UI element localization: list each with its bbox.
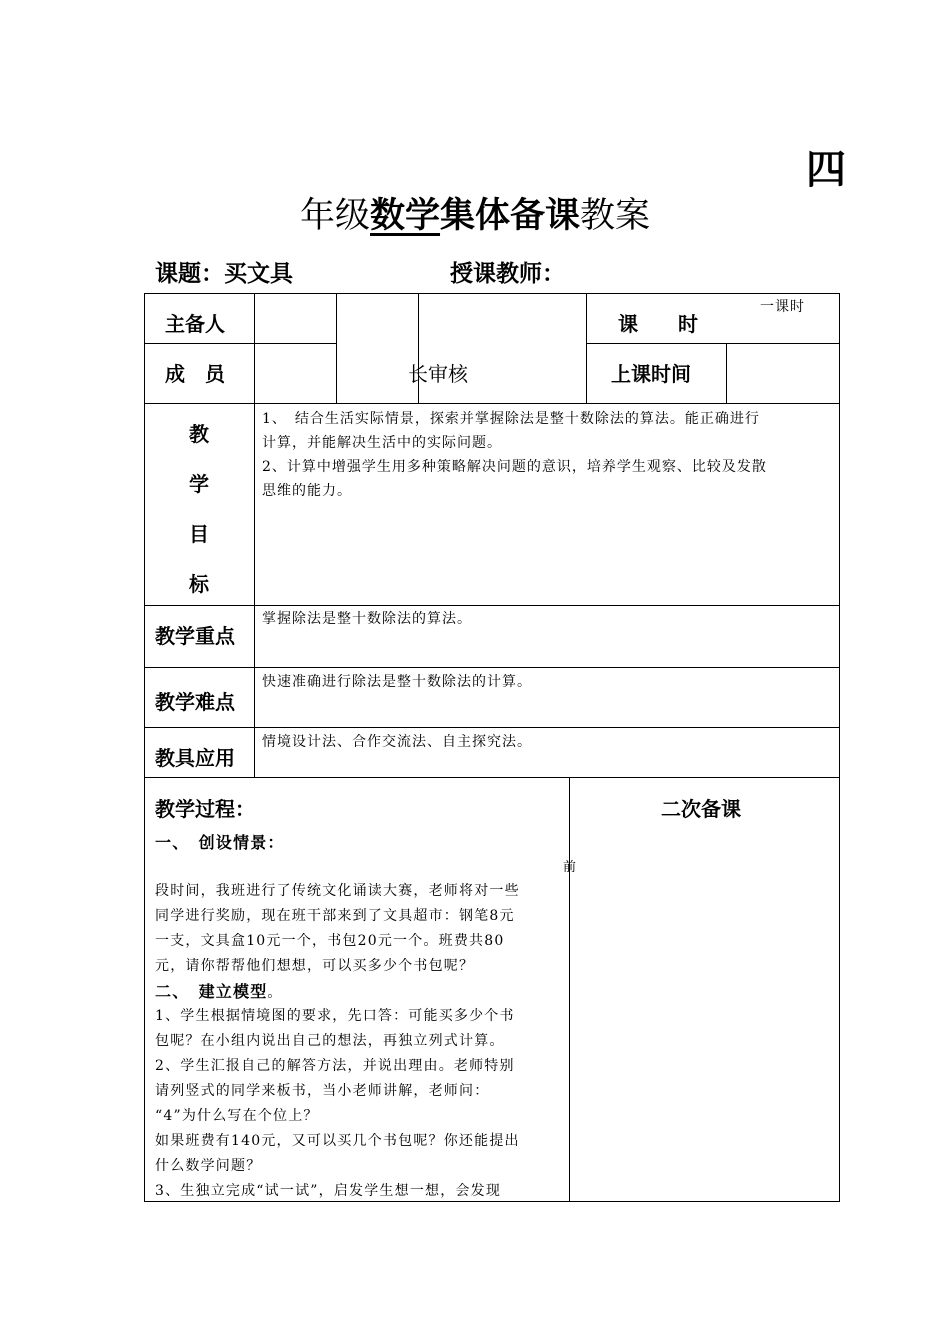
paragraph-line: “4”为什么写在个位上？: [155, 1108, 319, 1124]
tools-label: 教具应用: [155, 746, 235, 770]
section1-heading: 一、 创设情景：: [155, 833, 285, 852]
tools-text: 情境设计法、合作交流法、自主探究法。: [262, 734, 532, 750]
section2-heading-text: 二、 建立模型: [155, 982, 268, 1001]
second-prep-label: 二次备课: [661, 797, 741, 821]
title-rest: 集体备课: [440, 196, 581, 236]
key-point-text: 掌握除法是整十数除法的算法。: [262, 611, 472, 627]
divider: [726, 343, 727, 403]
goals-label-char: 教: [189, 422, 209, 446]
divider: [144, 777, 840, 778]
difficulty-label: 教学难点: [155, 690, 235, 714]
divider: [586, 343, 840, 344]
goals-line: 2、计算中增强学生用多种策略解决问题的意识，培养学生观察、比较及发散: [262, 459, 767, 475]
section2-heading: [155, 979, 283, 1006]
divider: [586, 293, 587, 403]
paragraph-line: 包呢？在小组内说出自己的想法，再独立列式计算。: [155, 1033, 505, 1049]
lesson-topic: 课题：买文具: [155, 261, 293, 287]
goals-label-char: 标: [189, 572, 209, 596]
page-title: [300, 188, 650, 238]
paragraph-line: 段时间，我班进行了传统文化诵读大赛，老师将对一些: [155, 883, 520, 899]
divider: [254, 343, 336, 344]
divider: [569, 777, 570, 1202]
section1-paragraph: [155, 879, 565, 979]
divider: [144, 605, 840, 606]
lead-preparer-label: 主备人: [165, 312, 225, 336]
divider: [144, 403, 840, 404]
paragraph-line: 什么数学问题？: [155, 1158, 262, 1174]
difficulty-text: 快速准确进行除法是整十数除法的计算。: [262, 674, 532, 690]
goals-label: [184, 418, 214, 618]
period-label: 课 时: [618, 312, 698, 336]
class-time-label: 上课时间: [611, 362, 691, 386]
members-label: 成 员: [165, 362, 225, 386]
paragraph-line: 如果班费有140元，又可以买几个书包呢？你还能提出: [155, 1133, 520, 1149]
goals-line: 计算，并能解决生活中的实际问题。: [262, 435, 502, 451]
divider: [254, 403, 255, 777]
paragraph-line: 1、学生根据情境图的要求，先口答：可能买多少个书: [155, 1008, 515, 1024]
grade-digit: 四: [806, 147, 846, 193]
goals-label-char: 学: [189, 472, 209, 496]
period-value: 一课时: [760, 299, 805, 315]
paragraph-line: 3、生独立完成“试一试”，启发学生想一想，会发现: [155, 1183, 502, 1199]
divider: [254, 293, 255, 403]
title-prefix: 年级: [300, 196, 371, 236]
title-subject: 数学: [370, 196, 441, 236]
divider: [144, 343, 254, 344]
goals-label-char: 目: [189, 522, 209, 546]
key-point-label: 教学重点: [155, 624, 235, 648]
paragraph-line: 一支，文具盒10元一个，书包20元一个。班费共80: [155, 933, 505, 949]
process-label: 教学过程：: [155, 797, 255, 821]
divider: [144, 727, 840, 728]
section2-heading-tail: 。: [267, 985, 283, 1001]
section2-paragraph: [155, 1004, 565, 1204]
paragraph-line: 同学进行奖励，现在班干部来到了文具超市：钢笔8元: [155, 908, 515, 924]
paragraph-line: 请列竖式的同学来板书，当小老师讲解，老师问：: [155, 1083, 490, 1099]
title-suffix: 教案: [580, 196, 651, 236]
divider: [336, 293, 337, 403]
review-label: 长审核: [408, 362, 468, 386]
paragraph-line: 2、学生汇报自己的解答方法，并说出理由。老师特别: [155, 1058, 515, 1074]
teacher-label: 授课教师：: [450, 261, 565, 287]
goals-line: 1、 结合生活实际情景，探索并掌握除法是整十数除法的算法。能正确进行: [262, 411, 760, 427]
goals-line: 思维的能力。: [262, 483, 352, 499]
stray-char: 前: [563, 860, 578, 875]
paragraph-line: 元，请你帮帮他们想想，可以买多少个书包呢？: [155, 958, 475, 974]
goals-text: [262, 407, 837, 503]
divider: [144, 667, 840, 668]
